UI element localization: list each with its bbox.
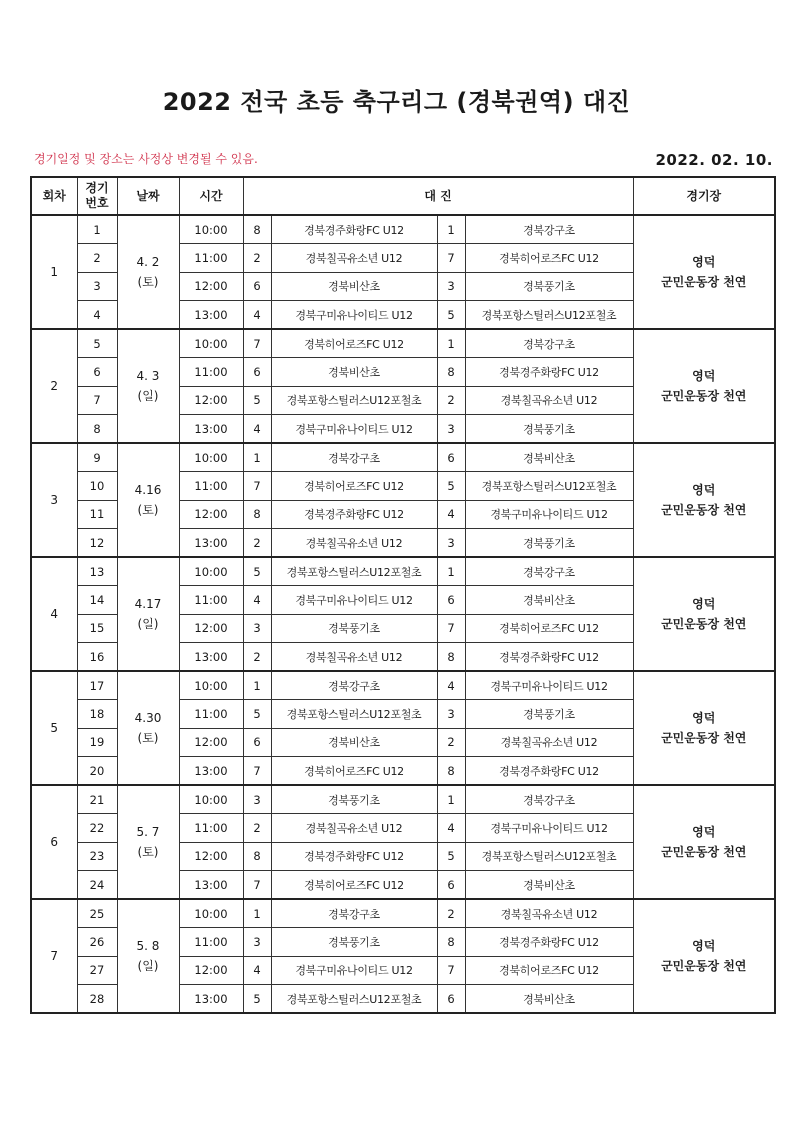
home-team-name: 경북포항스틸러스U12포철초 (271, 985, 437, 1014)
away-team-number: 8 (437, 358, 465, 387)
home-team-name: 경북칠곡유소년 U12 (271, 529, 437, 558)
match-time: 13:00 (179, 985, 243, 1014)
game-number: 5 (77, 329, 117, 358)
home-team-number: 3 (243, 928, 271, 957)
game-number: 10 (77, 472, 117, 501)
home-team-name: 경북히어로즈FC U12 (271, 472, 437, 501)
venue (633, 215, 775, 329)
match-time: 10:00 (179, 215, 243, 244)
away-team-name: 경북비산초 (465, 871, 633, 900)
home-team-number: 2 (243, 814, 271, 843)
match-date-value: 4.30 (134, 711, 162, 725)
match-time: 12:00 (179, 842, 243, 871)
table-row (31, 557, 775, 586)
home-team-number: 2 (243, 244, 271, 273)
away-team-name: 경북풍기초 (465, 272, 633, 301)
match-time: 13:00 (179, 643, 243, 672)
home-team-number: 7 (243, 871, 271, 900)
away-team-name: 경북구미유나이티드 U12 (465, 814, 633, 843)
home-team-name: 경북히어로즈FC U12 (271, 757, 437, 786)
venue-city: 영덕 (692, 711, 716, 725)
home-team-name: 경북구미유나이티드 U12 (271, 301, 437, 330)
away-team-number: 1 (437, 557, 465, 586)
venue-field: 군민운동장 천연 (661, 845, 747, 859)
away-team-number: 8 (437, 757, 465, 786)
home-team-number: 7 (243, 472, 271, 501)
away-team-number: 7 (437, 956, 465, 985)
home-team-number: 6 (243, 728, 271, 757)
away-team-name: 경북강구초 (465, 329, 633, 358)
game-number: 19 (77, 728, 117, 757)
match-date-value: 4.16 (134, 483, 162, 497)
round-number: 7 (31, 899, 77, 1013)
away-team-name: 경북포항스틸러스U12포철초 (465, 842, 633, 871)
away-team-number: 8 (437, 643, 465, 672)
away-team-name: 경북경주화랑FC U12 (465, 643, 633, 672)
home-team-number: 2 (243, 643, 271, 672)
match-time: 13:00 (179, 301, 243, 330)
away-team-name: 경북구미유나이티드 U12 (465, 671, 633, 700)
match-time: 10:00 (179, 329, 243, 358)
match-time: 11:00 (179, 244, 243, 273)
home-team-name: 경북경주화랑FC U12 (271, 215, 437, 244)
venue-field: 군민운동장 천연 (661, 959, 747, 973)
away-team-number: 6 (437, 985, 465, 1014)
table-row (31, 671, 775, 700)
game-number: 18 (77, 700, 117, 729)
away-team-number: 7 (437, 244, 465, 273)
game-number: 14 (77, 586, 117, 615)
home-team-name: 경북포항스틸러스U12포철초 (271, 386, 437, 415)
match-date-value: 5. 7 (136, 825, 160, 839)
home-team-number: 2 (243, 529, 271, 558)
away-team-name: 경북포항스틸러스U12포철초 (465, 472, 633, 501)
match-date (117, 443, 179, 557)
match-time: 11:00 (179, 358, 243, 387)
home-team-number: 8 (243, 842, 271, 871)
match-time: 13:00 (179, 871, 243, 900)
venue-field: 군민운동장 천연 (661, 389, 747, 403)
game-number: 1 (77, 215, 117, 244)
match-time: 13:00 (179, 529, 243, 558)
game-number: 7 (77, 386, 117, 415)
away-team-number: 1 (437, 785, 465, 814)
game-number: 12 (77, 529, 117, 558)
home-team-name: 경북경주화랑FC U12 (271, 842, 437, 871)
game-number: 27 (77, 956, 117, 985)
table-row (31, 443, 775, 472)
venue-city: 영덕 (692, 369, 716, 383)
venue (633, 785, 775, 899)
away-team-number: 2 (437, 728, 465, 757)
away-team-number: 1 (437, 215, 465, 244)
match-time: 10:00 (179, 785, 243, 814)
match-time: 12:00 (179, 500, 243, 529)
round-number: 3 (31, 443, 77, 557)
home-team-number: 4 (243, 415, 271, 444)
home-team-name: 경북포항스틸러스U12포철초 (271, 557, 437, 586)
match-day-of-week: (토) (137, 845, 159, 859)
away-team-name: 경북비산초 (465, 586, 633, 615)
match-time: 12:00 (179, 956, 243, 985)
match-time: 13:00 (179, 415, 243, 444)
match-date-value: 4. 2 (136, 255, 160, 269)
home-team-name: 경북칠곡유소년 U12 (271, 244, 437, 273)
venue (633, 671, 775, 785)
home-team-name: 경북풍기초 (271, 928, 437, 957)
home-team-name: 경북칠곡유소년 U12 (271, 814, 437, 843)
match-day-of-week: (일) (137, 617, 159, 631)
match-day-of-week: (토) (137, 503, 159, 517)
away-team-name: 경북경주화랑FC U12 (465, 928, 633, 957)
home-team-number: 3 (243, 614, 271, 643)
home-team-number: 5 (243, 557, 271, 586)
home-team-number: 8 (243, 500, 271, 529)
home-team-name: 경북구미유나이티드 U12 (271, 415, 437, 444)
match-time: 11:00 (179, 928, 243, 957)
venue (633, 329, 775, 443)
home-team-number: 3 (243, 785, 271, 814)
match-day-of-week: (일) (137, 389, 159, 403)
match-time: 10:00 (179, 671, 243, 700)
header-round: 회차 (31, 177, 77, 215)
home-team-number: 1 (243, 899, 271, 928)
match-date (117, 557, 179, 671)
page-title: 2022 전국 초등 축구리그 (경북권역) 대진 (162, 88, 631, 116)
match-day-of-week: (일) (137, 959, 159, 973)
away-team-number: 6 (437, 871, 465, 900)
match-date (117, 215, 179, 329)
home-team-name: 경북경주화랑FC U12 (271, 500, 437, 529)
home-team-number: 6 (243, 358, 271, 387)
match-time: 12:00 (179, 272, 243, 301)
venue (633, 443, 775, 557)
game-number: 8 (77, 415, 117, 444)
home-team-name: 경북구미유나이티드 U12 (271, 586, 437, 615)
match-time: 11:00 (179, 586, 243, 615)
match-time: 12:00 (179, 728, 243, 757)
home-team-number: 8 (243, 215, 271, 244)
match-day-of-week: (토) (137, 275, 159, 289)
match-time: 10:00 (179, 443, 243, 472)
header-game-no-line1: 경기 (85, 181, 109, 195)
match-date (117, 329, 179, 443)
game-number: 16 (77, 643, 117, 672)
home-team-number: 1 (243, 443, 271, 472)
away-team-number: 3 (437, 272, 465, 301)
game-number: 13 (77, 557, 117, 586)
round-number: 4 (31, 557, 77, 671)
table-row (31, 329, 775, 358)
away-team-name: 경북구미유나이티드 U12 (465, 500, 633, 529)
venue-city: 영덕 (692, 825, 716, 839)
match-time: 11:00 (179, 472, 243, 501)
home-team-name: 경북히어로즈FC U12 (271, 871, 437, 900)
home-team-number: 5 (243, 700, 271, 729)
match-time: 13:00 (179, 757, 243, 786)
venue-city: 영덕 (692, 939, 716, 953)
home-team-name: 경북비산초 (271, 272, 437, 301)
home-team-name: 경북강구초 (271, 671, 437, 700)
header-date: 날짜 (117, 177, 179, 215)
game-number: 24 (77, 871, 117, 900)
away-team-name: 경북풍기초 (465, 700, 633, 729)
home-team-name: 경북포항스틸러스U12포철초 (271, 700, 437, 729)
venue-field: 군민운동장 천연 (661, 617, 747, 631)
away-team-number: 2 (437, 899, 465, 928)
game-number: 26 (77, 928, 117, 957)
round-number: 2 (31, 329, 77, 443)
match-date-value: 4.17 (134, 597, 162, 611)
away-team-number: 3 (437, 700, 465, 729)
game-number: 28 (77, 985, 117, 1014)
home-team-name: 경북비산초 (271, 728, 437, 757)
away-team-name: 경북비산초 (465, 985, 633, 1014)
away-team-name: 경북비산초 (465, 443, 633, 472)
away-team-number: 2 (437, 386, 465, 415)
game-number: 20 (77, 757, 117, 786)
venue (633, 899, 775, 1013)
round-number: 6 (31, 785, 77, 899)
match-time: 10:00 (179, 557, 243, 586)
game-number: 25 (77, 899, 117, 928)
away-team-number: 6 (437, 443, 465, 472)
home-team-name: 경북히어로즈FC U12 (271, 329, 437, 358)
away-team-number: 8 (437, 928, 465, 957)
away-team-number: 5 (437, 301, 465, 330)
venue-city: 영덕 (692, 597, 716, 611)
match-time: 10:00 (179, 899, 243, 928)
game-number: 17 (77, 671, 117, 700)
venue-city: 영덕 (692, 483, 716, 497)
venue-city: 영덕 (692, 255, 716, 269)
home-team-name: 경북풍기초 (271, 785, 437, 814)
match-time: 11:00 (179, 700, 243, 729)
venue-field: 군민운동장 천연 (661, 275, 747, 289)
away-team-number: 3 (437, 415, 465, 444)
away-team-name: 경북강구초 (465, 557, 633, 586)
away-team-name: 경북강구초 (465, 215, 633, 244)
game-number: 22 (77, 814, 117, 843)
away-team-name: 경북히어로즈FC U12 (465, 244, 633, 273)
header-game-no-line2: 번호 (85, 196, 109, 210)
home-team-name: 경북강구초 (271, 899, 437, 928)
home-team-number: 1 (243, 671, 271, 700)
home-team-number: 4 (243, 586, 271, 615)
home-team-number: 7 (243, 757, 271, 786)
home-team-name: 경북강구초 (271, 443, 437, 472)
away-team-number: 7 (437, 614, 465, 643)
away-team-number: 1 (437, 329, 465, 358)
round-number: 5 (31, 671, 77, 785)
schedule-table (30, 176, 776, 1014)
venue-field: 군민운동장 천연 (661, 503, 747, 517)
round-number: 1 (31, 215, 77, 329)
home-team-name: 경북칠곡유소년 U12 (271, 643, 437, 672)
away-team-name: 경북칠곡유소년 U12 (465, 728, 633, 757)
table-row (31, 785, 775, 814)
away-team-number: 5 (437, 472, 465, 501)
away-team-name: 경북강구초 (465, 785, 633, 814)
away-team-name: 경북풍기초 (465, 529, 633, 558)
game-number: 23 (77, 842, 117, 871)
away-team-number: 4 (437, 814, 465, 843)
game-number: 4 (77, 301, 117, 330)
match-time: 12:00 (179, 614, 243, 643)
away-team-name: 경북칠곡유소년 U12 (465, 386, 633, 415)
home-team-number: 6 (243, 272, 271, 301)
game-number: 9 (77, 443, 117, 472)
home-team-number: 4 (243, 301, 271, 330)
home-team-number: 4 (243, 956, 271, 985)
header-game-no (77, 177, 117, 215)
home-team-name: 경북풍기초 (271, 614, 437, 643)
home-team-name: 경북구미유나이티드 U12 (271, 956, 437, 985)
away-team-name: 경북경주화랑FC U12 (465, 757, 633, 786)
game-number: 2 (77, 244, 117, 273)
home-team-name: 경북비산초 (271, 358, 437, 387)
match-time: 12:00 (179, 386, 243, 415)
game-number: 3 (77, 272, 117, 301)
table-row (31, 215, 775, 244)
match-date (117, 671, 179, 785)
home-team-number: 5 (243, 386, 271, 415)
header-matchup: 대 진 (243, 177, 633, 215)
away-team-number: 6 (437, 586, 465, 615)
away-team-number: 4 (437, 500, 465, 529)
schedule-body (31, 215, 775, 1013)
document-date: 2022. 02. 10. (655, 151, 773, 169)
home-team-number: 5 (243, 985, 271, 1014)
venue (633, 557, 775, 671)
away-team-name: 경북칠곡유소년 U12 (465, 899, 633, 928)
header-row (31, 177, 775, 215)
match-date (117, 899, 179, 1013)
home-team-number: 7 (243, 329, 271, 358)
away-team-name: 경북히어로즈FC U12 (465, 956, 633, 985)
away-team-number: 3 (437, 529, 465, 558)
match-date-value: 4. 3 (136, 369, 160, 383)
game-number: 15 (77, 614, 117, 643)
header-venue: 경기장 (633, 177, 775, 215)
match-date-value: 5. 8 (136, 939, 160, 953)
game-number: 6 (77, 358, 117, 387)
game-number: 21 (77, 785, 117, 814)
match-day-of-week: (토) (137, 731, 159, 745)
venue-field: 군민운동장 천연 (661, 731, 747, 745)
header-time: 시간 (179, 177, 243, 215)
table-row (31, 899, 775, 928)
away-team-name: 경북히어로즈FC U12 (465, 614, 633, 643)
away-team-number: 5 (437, 842, 465, 871)
game-number: 11 (77, 500, 117, 529)
schedule-notice: 경기일정 및 장소는 사정상 변경될 수 있음. (34, 152, 258, 166)
away-team-name: 경북풍기초 (465, 415, 633, 444)
away-team-number: 4 (437, 671, 465, 700)
match-date (117, 785, 179, 899)
away-team-name: 경북포항스틸러스U12포철초 (465, 301, 633, 330)
away-team-name: 경북경주화랑FC U12 (465, 358, 633, 387)
match-time: 11:00 (179, 814, 243, 843)
